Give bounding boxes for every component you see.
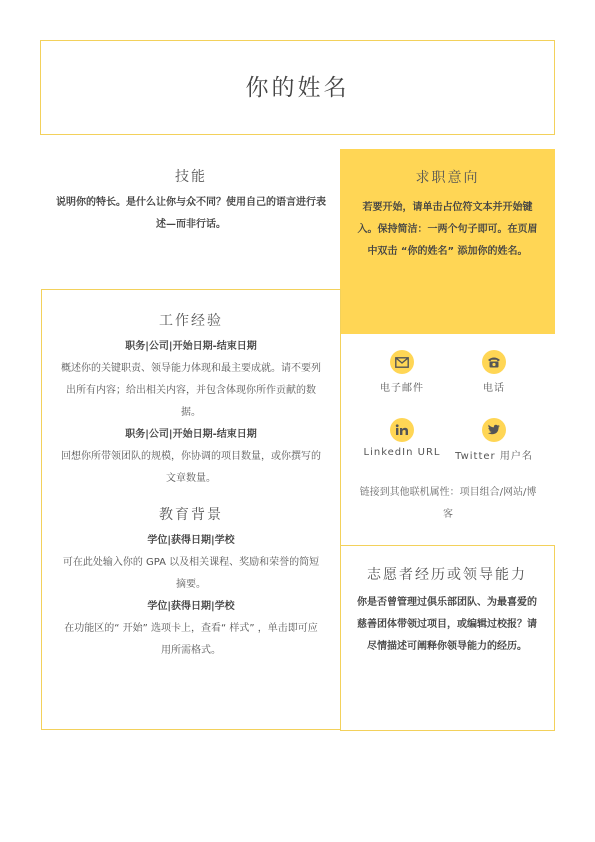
objective-text[interactable]: 若要开始，请单击占位符文本并开始键入。保持简洁：一两个句子即可。在页眉中双击 “你的姓名” 添加你的姓名。 xyxy=(357,202,538,257)
experience-education-section xyxy=(41,289,341,730)
volunteer-section xyxy=(340,545,555,731)
job-heading[interactable]: 职务|公司|开始日期-结束日期 xyxy=(125,429,257,440)
education-description[interactable]: 在功能区的“ 开始” 选项卡上，查看“ 样式” ，单击即可应用所需格式。 xyxy=(64,623,318,656)
twitter-icon xyxy=(482,418,506,442)
email-icon xyxy=(390,350,414,374)
twitter-label[interactable]: Twitter 用户名 xyxy=(455,451,533,462)
skills-title[interactable]: 技能 xyxy=(175,169,207,185)
linkedin-label[interactable]: LinkedIn URL xyxy=(363,447,441,458)
linkedin-icon xyxy=(390,418,414,442)
job-description[interactable]: 概述你的关键职责、领导能力体现和最主要成就。请不要列出所有内容；给出相关内容，并包含体现你所作贡献的数据。 xyxy=(61,363,321,418)
job-description[interactable]: 回想你所带领团队的规模，你协调的项目数量，或你撰写的文章数量。 xyxy=(61,451,321,484)
other-links-text[interactable]: 链接到其他联机属性：项目组合/网站/博客 xyxy=(359,487,537,520)
job-heading[interactable]: 职务|公司|开始日期-结束日期 xyxy=(125,341,257,352)
education-description[interactable]: 可在此处输入你的 GPA 以及相关课程、奖励和荣誉的简短摘要。 xyxy=(62,557,320,590)
phone-icon xyxy=(482,350,506,374)
name-header-box xyxy=(40,40,555,135)
volunteer-title[interactable]: 志愿者经历或领导能力 xyxy=(367,567,527,583)
objective-title[interactable]: 求职意向 xyxy=(415,170,480,186)
contact-twitter xyxy=(440,418,548,462)
skills-section xyxy=(55,166,327,236)
contact-section xyxy=(340,334,555,545)
education-heading[interactable]: 学位|获得日期|学校 xyxy=(147,535,235,546)
experience-title[interactable]: 工作经验 xyxy=(159,313,223,329)
education-heading[interactable]: 学位|获得日期|学校 xyxy=(147,601,235,612)
page-title[interactable]: 你的姓名 xyxy=(245,75,350,101)
volunteer-text[interactable]: 你是否曾管理过俱乐部团队、为最喜爱的慈善团体带领过项目，或编辑过校报？请尽情描述可阐释你领导能力的经历。 xyxy=(357,597,537,652)
email-label[interactable]: 电子邮件 xyxy=(380,383,424,394)
objective-section xyxy=(340,149,555,334)
phone-label[interactable]: 电话 xyxy=(483,383,505,394)
contact-phone xyxy=(440,350,548,394)
skills-text[interactable]: 说明你的特长。是什么让你与众不同？使用自己的语言进行表述—而非行话。 xyxy=(56,197,326,230)
education-title[interactable]: 教育背景 xyxy=(159,507,223,523)
